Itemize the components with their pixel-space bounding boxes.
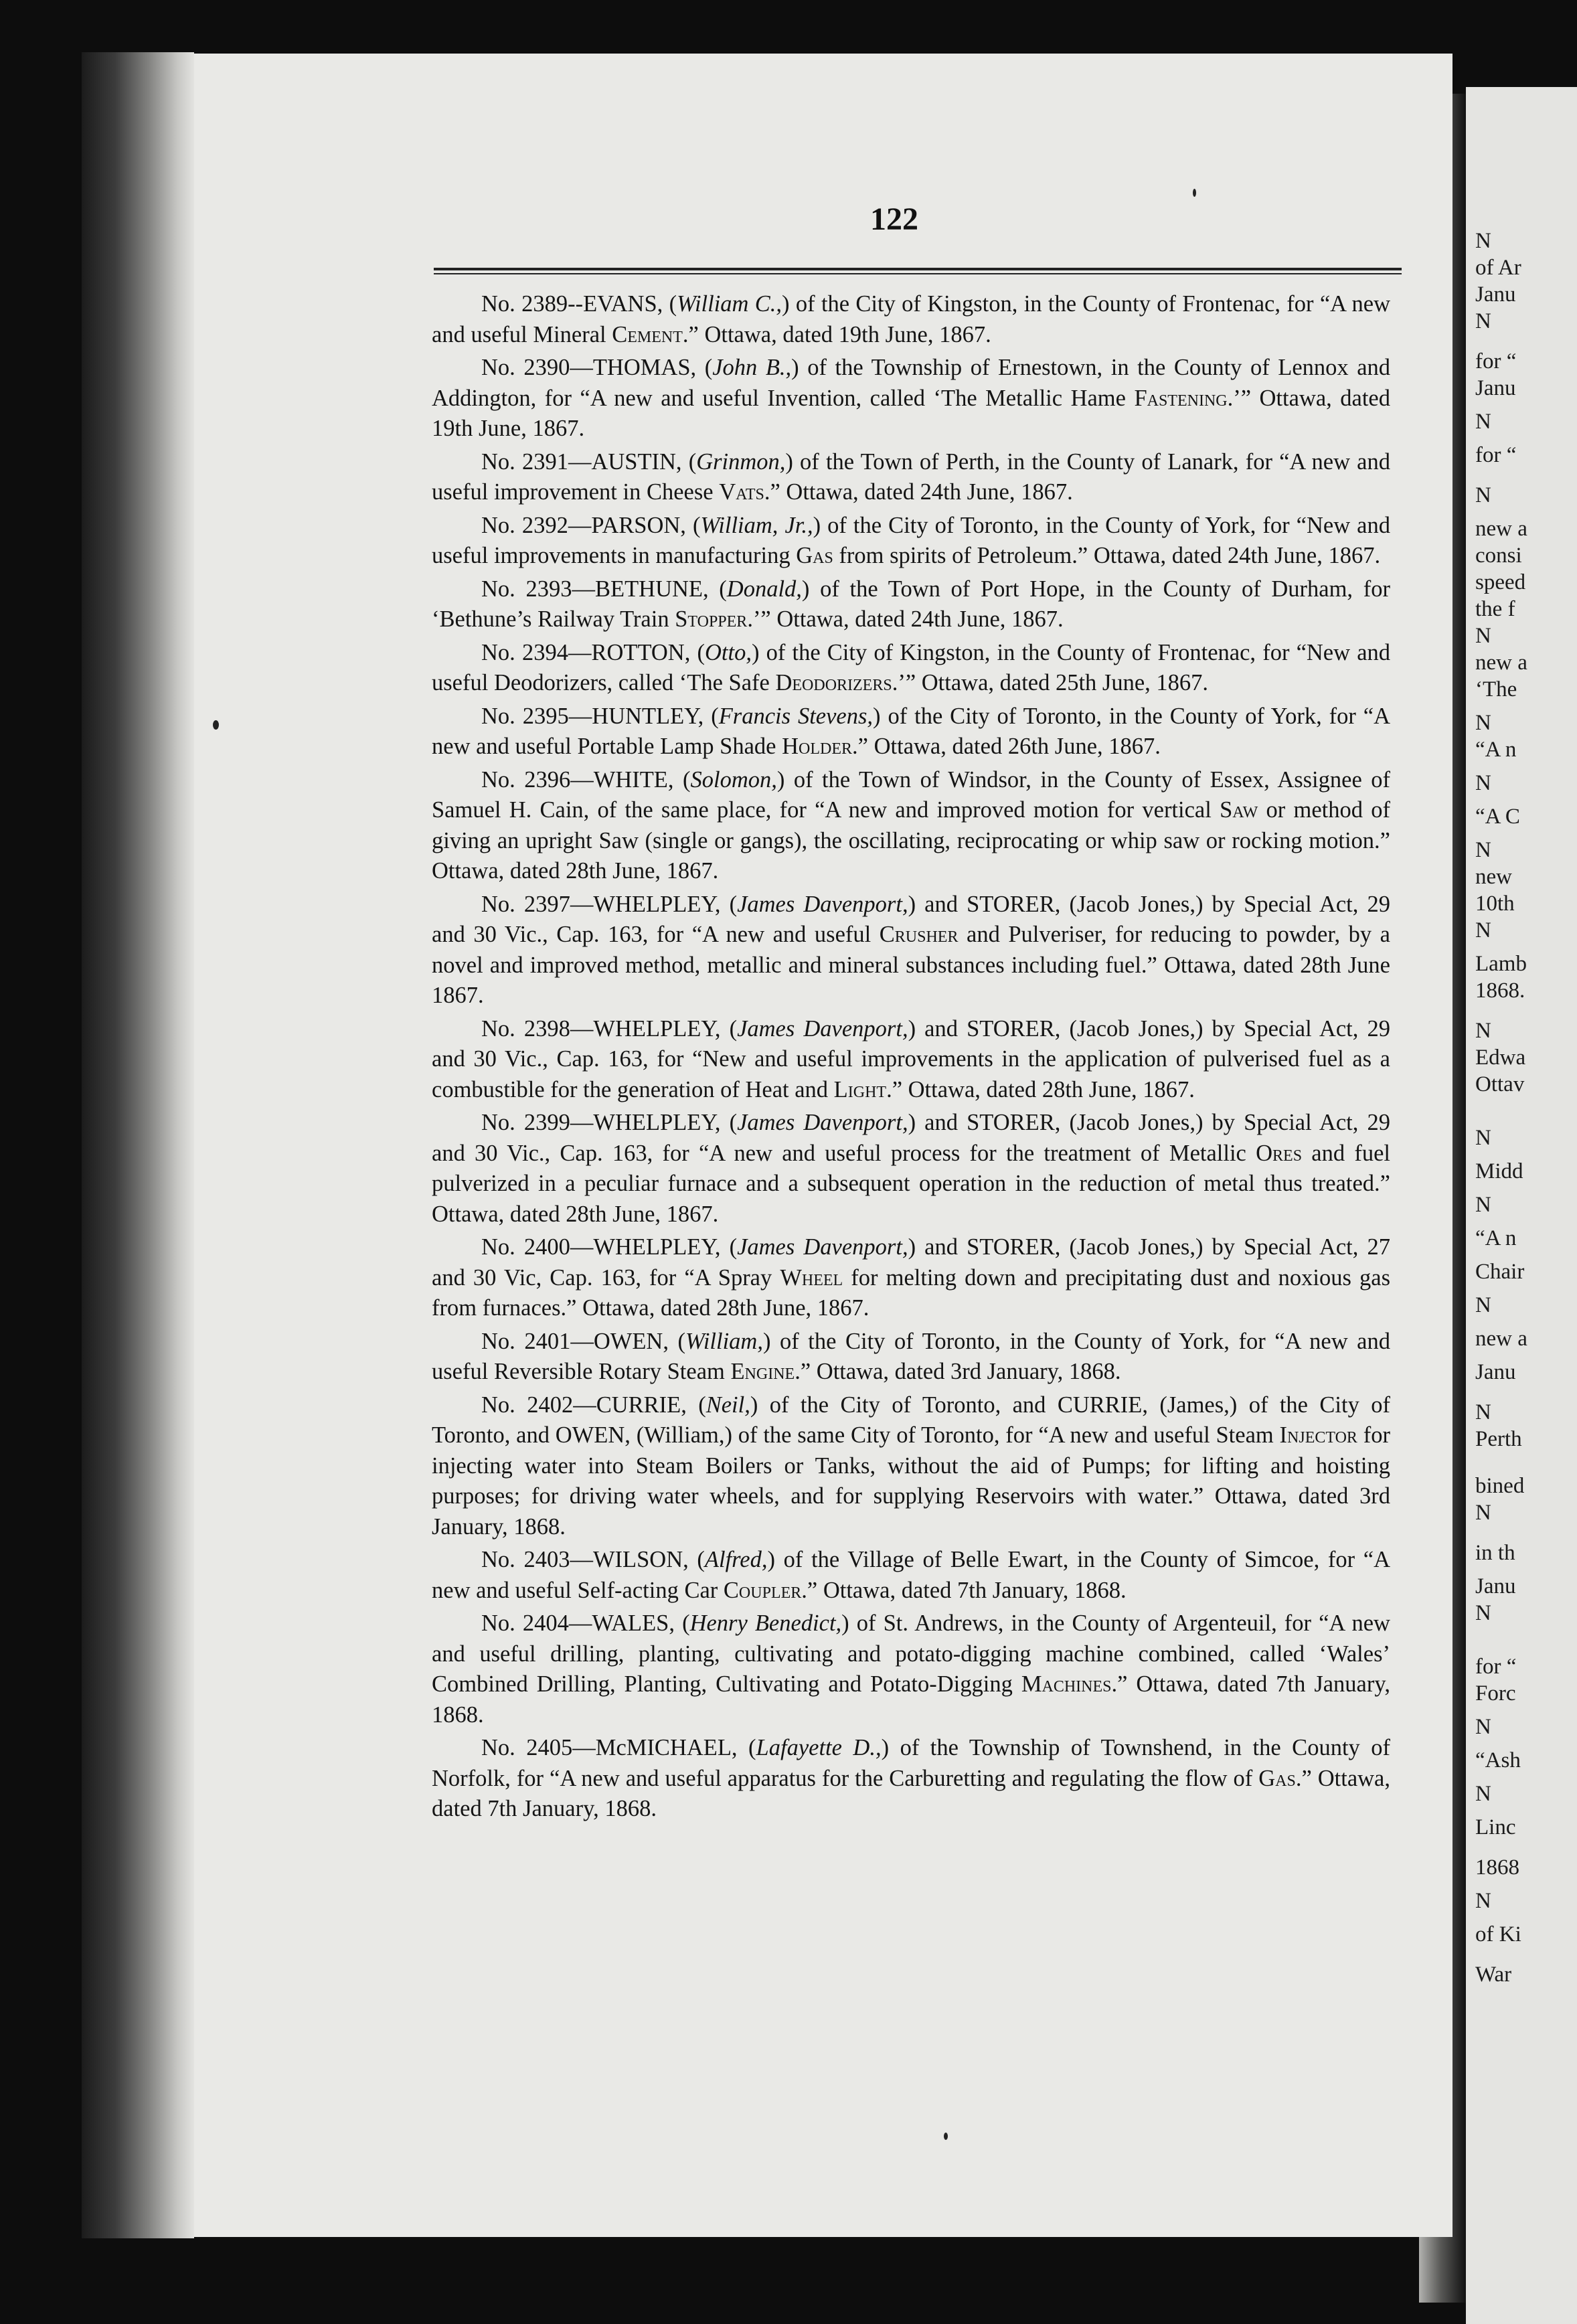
- facing-page-fragment: Lamb: [1475, 952, 1527, 976]
- facing-page-fragment: 10th: [1475, 892, 1515, 916]
- facing-page-fragment: N: [1475, 1889, 1491, 1913]
- facing-page-fragment: N: [1475, 711, 1491, 735]
- facing-page-fragment: N: [1475, 1126, 1491, 1150]
- facing-page-fragment: 1868: [1475, 1855, 1519, 1880]
- facing-page-fragment: N: [1475, 309, 1491, 333]
- patent-entry: No. 2394—ROTTON, (Otto,) of the City of Kingston, in the County of Frontenac, for “New and useful Deodorizers, called ‘The Safe Deodorizers.’” Ottawa, dated 25th June, 1867.: [432, 639, 1391, 695]
- facing-page-fragment: Janu: [1475, 1574, 1516, 1598]
- facing-page-edge: [1466, 87, 1577, 2324]
- patent-entry: No. 2393—BETHUNE, (Donald,) of the Town of Port Hope, in the County of Durham, for ‘Bethune’s Railway Train Stopper.’” Ottawa, dated 24th June, 1867.: [432, 576, 1390, 632]
- facing-page-fragment: speed: [1475, 570, 1526, 594]
- ink-speck: [1193, 189, 1196, 197]
- facing-page-fragment: “A n: [1475, 738, 1517, 762]
- facing-page-fragment: Chair: [1475, 1260, 1525, 1284]
- facing-page-fragment: Janu: [1475, 282, 1516, 307]
- facing-page-fragment: N: [1475, 1019, 1491, 1043]
- facing-page-fragment: Ottav: [1475, 1072, 1525, 1096]
- patent-entry: No. 2404—WALES, (Henry Benedict,) of St. Andrews, in the County of Argenteuil, for “A new and useful drilling, planting, cultivating and potato-digging machine combined, called ‘Wales’ Combined Drilling, Planting, Cultivating and Potato-Digging Machines.” Ottawa, dated 7th January, 1868.: [432, 1610, 1390, 1728]
- facing-page-fragment: the f: [1475, 597, 1515, 621]
- patent-entry: No. 2391—AUSTIN, (Grinmon,) of the Town of Perth, in the County of Lanark, for “A new and useful improvement in Cheese Vats.” Ottawa, dated 24th June, 1867.: [432, 448, 1390, 505]
- facing-page-fragment: 1868.: [1475, 979, 1525, 1003]
- patent-entry: No. 2402—CURRIE, (Neil,) of the City of Toronto, and CURRIE, (James,) of the City of Toronto, and OWEN, (William,) of the same City of Toronto, for “A new and useful Steam Injector for injecting water into Steam Boilers or Tanks, without the aid of Pumps; for lifting and hoisting purposes; for driving water wheels, and for supplying Reservoirs with water.” Ottawa, dated 3rd January, 1868.: [432, 1392, 1390, 1540]
- facing-page-fragment: Midd: [1475, 1159, 1523, 1183]
- facing-page-fragment: “Ash: [1475, 1748, 1521, 1772]
- facing-page-fragment: War: [1475, 1963, 1512, 1987]
- ink-speck: [213, 720, 219, 730]
- patent-entry: No. 2401—OWEN, (William,) of the City of Toronto, in the County of York, for “A new and useful Reversible Rotary Steam Engine.” Ottawa, dated 3rd January, 1868.: [432, 1328, 1390, 1384]
- page-number: 122: [870, 201, 918, 237]
- book-spine: [82, 52, 194, 2238]
- facing-page-fragment: Forc: [1475, 1681, 1516, 1706]
- facing-page-fragment: N: [1475, 1293, 1491, 1317]
- patent-entry: No. 2392—PARSON, (William, Jr.,) of the City of Toronto, in the County of York, for “New and useful improvements in manufacturing Gas from spirits of Petroleum.” Ottawa, dated 24th June, 1867.: [432, 512, 1390, 568]
- patent-entry: No. 2390—THOMAS, (John B.,) of the Township of Ernestown, in the County of Lennox and Addington, for “A new and useful Invention, called ‘The Metallic Hame Fastening.’” Ottawa, dated 19th June, 1867.: [432, 355, 1391, 441]
- facing-page-fragment: N: [1475, 1782, 1491, 1806]
- patent-entry: No. 2397—WHELPLEY, (James Davenport,) and STORER, (Jacob Jones,) by Special Act, 29 and 30 Vic., Cap. 163, for “A new and useful Crusher and Pulveriser, for reducing to powder, by a novel and improved method, metallic and mineral substances including fuel.” Ottawa, dated 28th June 1867.: [432, 891, 1390, 1008]
- facing-page-fragment: ‘The: [1475, 677, 1517, 701]
- facing-page-fragment: new a: [1475, 651, 1527, 675]
- facing-page-fragment: N: [1475, 1601, 1491, 1625]
- patent-entry: No. 2399—WHELPLEY, (James Davenport,) and STORER, (Jacob Jones,) by Special Act, 29 and 30 Vic., Cap. 163, for “A new and useful process for the treatment of Metallic Ores and fuel pulverized in a peculiar furnace and a subsequent operation in the reduction of metal thus treated.” Ottawa, dated 28th June, 1867.: [432, 1110, 1390, 1227]
- facing-page-fragment: N: [1475, 483, 1491, 507]
- ink-speck: [944, 2133, 948, 2140]
- facing-page-fragment: of Ki: [1475, 1922, 1521, 1946]
- facing-page-fragment: “A C: [1475, 805, 1520, 829]
- patent-entry: No. 2389--EVANS, (William C.,) of the City of Kingston, in the County of Frontenac, for “A new and useful Mineral Cement.” Ottawa, dated 19th June, 1867.: [432, 291, 1390, 347]
- facing-page-fragment: new a: [1475, 1327, 1527, 1351]
- facing-page-fragment: Perth: [1475, 1427, 1522, 1451]
- facing-page-fragment: N: [1475, 410, 1491, 434]
- patent-entries-list: [432, 289, 1390, 1827]
- facing-page-fragment: N: [1475, 1400, 1491, 1424]
- facing-page-fragment: N: [1475, 624, 1491, 648]
- facing-page-fragment: N: [1475, 918, 1491, 942]
- patent-entry: No. 2405—McMICHAEL, (Lafayette D.,) of the Township of Townshend, in the County of Norfolk, for “A new and useful apparatus for the Carburetting and regulating the flow of Gas.” Ottawa, dated 7th January, 1868.: [432, 1735, 1391, 1821]
- facing-page-fragment: Janu: [1475, 1360, 1516, 1384]
- facing-page-fragment: N: [1475, 838, 1491, 862]
- facing-page-fragment: new a: [1475, 517, 1527, 541]
- facing-page-fragment: “A n: [1475, 1226, 1517, 1250]
- header-rule: [434, 268, 1402, 274]
- facing-page-fragment: in th: [1475, 1541, 1515, 1565]
- patent-entry: No. 2403—WILSON, (Alfred,) of the Village of Belle Ewart, in the County of Simcoe, for “A new and useful Self-acting Car Coupler.” Ottawa, dated 7th January, 1868.: [432, 1547, 1391, 1603]
- facing-page-fragment: for “: [1475, 349, 1517, 374]
- patent-entry: No. 2398—WHELPLEY, (James Davenport,) and STORER, (Jacob Jones,) by Special Act, 29 and 30 Vic., Cap. 163, for “New and useful improvements in the application of pulverised fuel as a combustible for the generation of Heat and Light.” Ottawa, dated 28th June, 1867.: [432, 1015, 1390, 1102]
- facing-page-fragment: new: [1475, 865, 1512, 889]
- patent-entry: No. 2396—WHITE, (Solomon,) of the Town of Windsor, in the County of Essex, Assignee of Samuel H. Cain, of the same place, for “A new and improved motion for vertical Saw or method of giving an upright Saw (single or gangs), the oscillating, reciprocating or whip saw or rocking motion.” Ottawa, dated 28th June, 1867.: [432, 766, 1390, 884]
- facing-page-fragment: for “: [1475, 443, 1517, 467]
- patent-entry: No. 2400—WHELPLEY, (James Davenport,) and STORER, (Jacob Jones,) by Special Act, 27 and 30 Vic, Cap. 163, for “A Spray Wheel for melting down and precipitating dust and noxious gas from furnaces.” Ottawa, dated 28th June, 1867.: [432, 1234, 1390, 1321]
- facing-page-fragment: N: [1475, 771, 1491, 795]
- facing-page-fragment: for “: [1475, 1655, 1517, 1679]
- facing-page-fragment: Edwa: [1475, 1046, 1526, 1070]
- patent-entry: No. 2395—HUNTLEY, (Francis Stevens,) of the City of Toronto, in the County of York, for “A new and useful Portable Lamp Shade Holder.” Ottawa, dated 26th June, 1867.: [432, 703, 1390, 759]
- facing-page-fragment: Janu: [1475, 376, 1516, 400]
- facing-page-fragment: bined: [1475, 1474, 1525, 1498]
- facing-page-fragment: N: [1475, 1715, 1491, 1739]
- facing-page-fragment: Linc: [1475, 1815, 1516, 1839]
- facing-page-fragment: consi: [1475, 544, 1522, 568]
- facing-page-fragment: N: [1475, 1193, 1491, 1217]
- facing-page-fragment: N: [1475, 229, 1491, 253]
- facing-page-fragment: of Ar: [1475, 256, 1521, 280]
- facing-page-fragment: N: [1475, 1501, 1491, 1525]
